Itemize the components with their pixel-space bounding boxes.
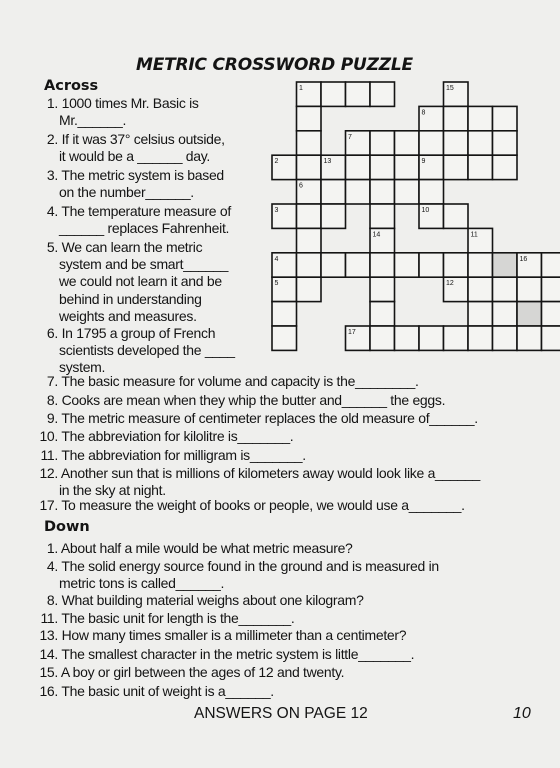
across-clue-text: 1000 times Mr. Basic is	[58, 95, 199, 111]
grid-cell[interactable]	[444, 155, 469, 179]
grid-clue-number: 17	[348, 329, 356, 336]
grid-cell[interactable]	[395, 326, 420, 350]
across-clue-number: 17.	[39, 497, 58, 513]
grid-cell[interactable]	[468, 277, 493, 301]
grid-cell[interactable]	[517, 277, 542, 301]
grid-clue-number: 7	[348, 133, 352, 141]
grid-cell[interactable]	[297, 277, 322, 301]
grid-cell[interactable]	[297, 106, 322, 130]
grid-cell[interactable]	[297, 253, 322, 277]
down-clue-number: 14.	[39, 646, 58, 662]
across-clue-number: 5.	[46, 239, 58, 255]
grid-cell[interactable]	[468, 155, 493, 179]
grid-cell[interactable]	[493, 302, 518, 326]
down-clue-text: The basic unit for length is the_______.	[58, 610, 295, 626]
grid-cell[interactable]	[493, 326, 518, 350]
across-clue-text: The basic measure for volume and capacity is the________.	[58, 373, 419, 389]
grid-cell[interactable]	[493, 106, 518, 130]
grid-cell[interactable]	[370, 277, 395, 301]
across-clue-number: 10.	[39, 428, 58, 444]
grid-clue-number: 3	[274, 207, 279, 214]
grid-cell[interactable]	[272, 302, 297, 326]
grid-cell[interactable]	[542, 253, 560, 277]
grid-cell[interactable]	[493, 155, 518, 179]
across-clue-text: The metric measure of centimeter replaces the old measure of______.	[58, 410, 478, 426]
grid-clue-number: 14	[372, 231, 381, 239]
grid-cell[interactable]	[468, 326, 493, 350]
across-clue-number: 12.	[39, 465, 58, 481]
grid-cell[interactable]	[321, 82, 346, 106]
down-clue-text: The basic unit of weight is a______.	[58, 683, 274, 699]
grid-cell[interactable]	[297, 228, 322, 252]
across-clue-text: To measure the weight of books or people, we would use a_______.	[58, 497, 465, 513]
down-clue-number: 11.	[40, 610, 58, 626]
grid-clue-number: 15	[446, 85, 454, 92]
grid-cell[interactable]	[444, 106, 469, 130]
grid-cell[interactable]	[419, 180, 444, 204]
across-clue-12-line-2: in the sky at night.	[59, 482, 166, 499]
grid-clue-number: 11	[470, 231, 478, 239]
grid-cell[interactable]	[272, 326, 297, 350]
grid-clue-number: 2	[274, 158, 279, 166]
across-clue-6-line-3: system.	[59, 359, 106, 376]
grid-cell[interactable]	[370, 155, 395, 179]
grid-clue-number: 4	[274, 255, 279, 263]
across-clue-number: 1.	[46, 95, 58, 111]
grid-cell[interactable]	[468, 302, 493, 326]
down-clue-text: The solid energy source found in the ground and is measured in	[58, 558, 439, 574]
grid-clue-number: 13	[323, 158, 332, 166]
grid-cell[interactable]	[321, 253, 346, 277]
across-clue-number: 8.	[46, 392, 58, 408]
down-clue-text: A boy or girl between the ages of 12 and twenty.	[58, 664, 345, 680]
across-clue-5-line-3: we could not learn it and be	[59, 273, 222, 290]
grid-cell[interactable]	[297, 155, 322, 179]
down-clue-text: How many times smaller is a millimeter than a centimeter?	[58, 627, 407, 643]
across-clue-text: The abbreviation for milligram is_______.	[58, 447, 306, 463]
page-number: 10	[513, 705, 531, 722]
across-clue-number: 2.	[46, 131, 58, 147]
grid-cell[interactable]	[542, 326, 560, 350]
across-clue-number: 11.	[40, 447, 58, 463]
grid-cell[interactable]	[370, 82, 395, 106]
grid-cell[interactable]	[493, 253, 518, 277]
grid-cell[interactable]	[395, 155, 420, 179]
across-clue-5-line-4: behind in understanding	[59, 290, 202, 307]
down-clue-text: The smallest character in the metric system is little_______.	[58, 646, 415, 662]
down-clue-number: 16.	[39, 683, 58, 699]
grid-cell[interactable]	[542, 277, 560, 301]
grid-cell[interactable]	[321, 204, 346, 228]
grid-clue-number: 10	[421, 207, 430, 214]
grid-cell[interactable]	[346, 155, 371, 179]
across-clue-text: We can learn the metric	[58, 239, 203, 255]
across-clue-text: The temperature measure of	[58, 203, 231, 219]
grid-cell[interactable]	[493, 277, 518, 301]
grid-clue-number: 5	[274, 280, 279, 288]
across-clue-2-line-2: it would be a ______ day.	[59, 148, 211, 165]
grid-cell[interactable]	[370, 204, 395, 228]
grid-cell[interactable]	[297, 131, 322, 155]
across-clue-5-line-2: system and be smart______	[59, 256, 229, 273]
page-title: METRIC CROSSWORD PUZZLE	[136, 55, 413, 75]
grid-clue-number: 16	[519, 255, 528, 263]
grid-clue-number: 6	[299, 182, 303, 190]
grid-cell[interactable]	[517, 326, 542, 350]
across-clue-6-line-2: scientists developed the ____	[59, 342, 235, 359]
grid-cell[interactable]	[370, 302, 395, 326]
across-clue-number: 3.	[46, 167, 58, 183]
grid-cell[interactable]	[493, 131, 518, 155]
grid-cell[interactable]	[370, 180, 395, 204]
grid-cell[interactable]	[395, 253, 420, 277]
down-heading: Down	[44, 519, 90, 535]
grid-cell[interactable]	[370, 253, 395, 277]
grid-cell[interactable]	[395, 180, 420, 204]
down-clue-text: What building material weighs about one kilogram?	[58, 592, 364, 608]
down-clue-number: 4.	[46, 558, 58, 574]
grid-cell[interactable]	[468, 131, 493, 155]
down-clue-2-line-2: metric tons is called______.	[59, 575, 225, 592]
across-clue-text: In 1795 a group of French	[58, 325, 216, 341]
across-clue-4-line-2: ______ replaces Fahrenheit.	[59, 220, 230, 237]
across-clue-text: If it was 37° celsius outside,	[58, 131, 225, 147]
grid-cell[interactable]	[346, 253, 371, 277]
across-heading: Across	[44, 78, 99, 94]
grid-cell[interactable]	[346, 180, 371, 204]
grid-clue-number: 9	[421, 158, 426, 166]
grid-cell[interactable]	[444, 204, 469, 228]
grid-clue-number: 1	[299, 85, 303, 92]
grid-cell[interactable]	[297, 204, 322, 228]
grid-cell[interactable]	[444, 131, 469, 155]
grid-cell[interactable]	[395, 131, 420, 155]
down-clue-number: 1.	[46, 540, 58, 556]
across-clue-text: Cooks are mean when they whip the butter and______ the eggs.	[58, 392, 446, 408]
grid-cell[interactable]	[346, 82, 371, 106]
grid-clue-number: 8	[421, 109, 426, 117]
across-clue-5-line-5: weights and measures.	[59, 307, 197, 324]
across-clue-number: 7.	[46, 373, 58, 389]
grid-cell[interactable]	[370, 131, 395, 155]
down-clue-number: 15.	[39, 664, 58, 680]
across-clue-3-line-2: on the number______.	[59, 184, 194, 201]
grid-cell[interactable]	[468, 253, 493, 277]
grid-cell[interactable]	[542, 302, 560, 326]
down-clue-text: About half a mile would be what metric measure?	[58, 540, 353, 556]
grid-cell[interactable]	[321, 180, 346, 204]
across-clue-number: 9.	[46, 410, 58, 426]
across-clue-text: The abbreviation for kilolitre is_______.	[58, 428, 294, 444]
across-clue-text: Another sun that is millions of kilometers away would look like a______	[58, 465, 480, 481]
grid-cell[interactable]	[419, 253, 444, 277]
grid-cell[interactable]	[444, 326, 469, 350]
answers-note: ANSWERS ON PAGE 12	[194, 705, 368, 722]
grid-cell[interactable]	[370, 326, 395, 350]
grid-cell[interactable]	[419, 131, 444, 155]
across-clue-number: 6.	[46, 325, 58, 341]
grid-cell[interactable]	[444, 253, 469, 277]
across-clue-number: 4.	[46, 203, 58, 219]
grid-cell[interactable]	[517, 302, 542, 326]
down-clue-number: 13.	[39, 627, 58, 643]
across-clue-text: The metric system is based	[58, 167, 224, 183]
across-clue-1-line-2: Mr.______.	[59, 112, 127, 129]
grid-cell[interactable]	[419, 326, 444, 350]
grid-clue-number: 12	[446, 280, 454, 288]
down-clue-number: 8.	[46, 592, 58, 608]
grid-cell[interactable]	[468, 106, 493, 130]
